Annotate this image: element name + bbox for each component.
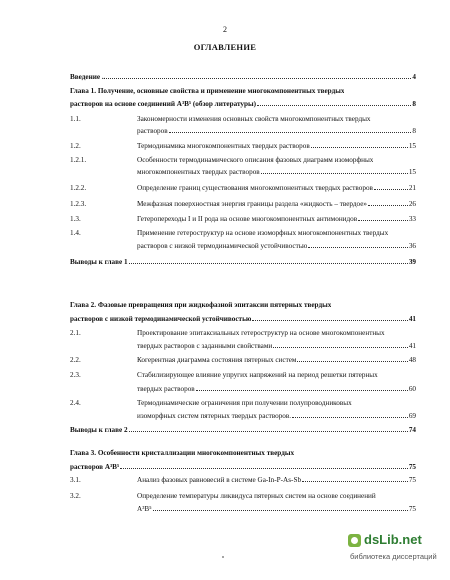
toc-entry (70, 228, 416, 238)
toc-entry (70, 141, 416, 151)
toc-dot-leader (302, 481, 408, 482)
toc-dot-leader (311, 147, 408, 148)
toc-dot-leader (273, 347, 408, 348)
toc-entry (137, 126, 416, 136)
toc-entry-text: растворов с низкой термодинамической устойчивостью (70, 315, 252, 323)
toc-entry (70, 462, 416, 472)
toc-entry-number: 2.3. (70, 371, 81, 379)
toc-dot-leader (308, 247, 407, 248)
toc-entry-text: растворов (137, 127, 168, 135)
toc-entry-text: Глава 2. Фазовые превращения при жидкофазной эпитаксии пятерных твердых (70, 301, 332, 309)
toc-dot-leader (129, 263, 408, 264)
toc-dot-leader (252, 320, 407, 321)
toc-entry-text: Термодинамические ограничения при получении полупроводниковых (137, 399, 352, 407)
toc-entry (70, 370, 416, 380)
toc-entry (70, 300, 416, 310)
toc-entry-text: растворов с низкой термодинамической устойчивостью (137, 242, 308, 250)
toc-entry-number: 1.1. (70, 115, 81, 123)
toc-entry-page: 39 (408, 258, 416, 266)
watermark-site: dsLib.net (364, 532, 422, 547)
toc-entry (70, 155, 416, 165)
toc-entry-page: 75 (408, 505, 416, 513)
toc-entry (70, 99, 416, 109)
toc-entry-number: 1.2.1. (70, 156, 87, 164)
toc-entry-page: 41 (408, 315, 416, 323)
toc-entry-text: Межфазная поверхностная энергия границы раздела «жидкость – твердое» (137, 200, 368, 208)
toc-entry (137, 167, 416, 177)
toc-entry-number: 1.4. (70, 229, 81, 237)
toc-dot-leader (106, 78, 411, 79)
toc-entry-page: 4 (412, 73, 416, 81)
toc-dot-leader (368, 205, 408, 206)
toc-dot-leader (261, 173, 408, 174)
toc-entry-text: Анализ фазовых равновесий в системе Ga-In-P-As-Sb (137, 476, 302, 484)
toc-entry-text: растворов на основе соединений A³B⁵ (обзор литературы) (70, 100, 257, 108)
toc-entry-number: 2.2. (70, 356, 81, 364)
toc-entry (70, 72, 416, 82)
toc-entry-number: 1.2.2. (70, 184, 87, 192)
page-title: ОГЛАВЛЕНИЕ (193, 42, 257, 52)
toc-entry-number: 1.2.3. (70, 200, 87, 208)
toc-entry (70, 328, 416, 338)
toc-dot-leader (297, 361, 407, 362)
toc-entry (70, 114, 416, 124)
toc-dot-leader (358, 220, 408, 221)
toc-entry (70, 475, 416, 485)
toc-dot-leader (129, 431, 408, 432)
dslib-logo-icon (348, 534, 361, 547)
toc-entry-text: Определение температуры ликвидуса пятерных систем на основе соединений (137, 492, 376, 500)
toc-entry-text: Глава 1. Получение, основные свойства и применение многокомпонентных твердых (70, 87, 345, 95)
toc-entry-page: 75 (408, 476, 416, 484)
toc-entry (70, 491, 416, 501)
toc-entry (137, 384, 416, 394)
toc-dot-leader (196, 390, 408, 391)
toc-dot-leader (257, 105, 411, 106)
toc-entry-text: Гетеропереходы I и II рода на основе многокомпонентных антимонидов (137, 215, 358, 223)
toc-entry (137, 241, 416, 251)
toc-dot-leader (169, 132, 412, 133)
footer-mark (222, 556, 224, 558)
toc-entry (137, 341, 416, 351)
toc-entry (70, 199, 416, 209)
toc-entry (70, 355, 416, 365)
toc-dot-leader (292, 417, 408, 418)
toc-entry (70, 398, 416, 408)
toc-entry-text: растворов A³B⁵ (70, 463, 120, 471)
toc-entry-page: 41 (408, 342, 416, 350)
toc-entry-page: 15 (408, 142, 416, 150)
toc-entry-page: 75 (408, 463, 416, 471)
toc-entry-text: Особенности термодинамического описания фазовых диаграмм изоморфных (137, 156, 374, 164)
toc-entry-text: Закономерности изменения основных свойств многокомпонентных твердых (137, 115, 371, 123)
toc-entry-page: 33 (408, 215, 416, 223)
toc-entry-text: изоморфных систем пятерных твердых растворов. (137, 412, 292, 420)
toc-entry-page: 36 (408, 242, 416, 250)
toc-entry (70, 314, 416, 324)
toc-entry-text: Проектирование эпитаксиальных гетероструктур на основе многокомпонентных (137, 329, 385, 337)
toc-dot-leader (374, 189, 408, 190)
toc-entry-page: 8 (412, 127, 416, 135)
toc-entry (70, 257, 416, 267)
toc-entry-text: A³B⁵ (137, 505, 152, 513)
toc-dot-leader (120, 468, 408, 469)
toc-entry-number: 2.1. (70, 329, 81, 337)
page-number: 2 (223, 25, 227, 34)
toc-entry-text: Введение .. (70, 73, 106, 81)
toc-dot-leader (153, 510, 408, 511)
toc-entry (70, 86, 416, 96)
toc-entry-text: Стабилизирующее влияние упругих напряжений на период решетки пятерных (137, 371, 378, 379)
toc-entry-text: твердых растворов с заданными свойствами (137, 342, 273, 350)
toc-entry-text: многокомпонентных твердых растворов (137, 168, 260, 176)
toc-entry-page: 21 (408, 184, 416, 192)
toc-entry-page: 60 (408, 385, 416, 393)
toc-entry-text: Термодинамика многокомпонентных твердых растворов (137, 142, 310, 150)
toc-entry-number: 2.4. (70, 399, 81, 407)
toc-entry-page: 15 (408, 168, 416, 176)
watermark-caption: библиотека диссертаций (350, 552, 437, 561)
toc-entry-page: 74 (408, 426, 416, 434)
toc-entry (137, 504, 416, 514)
toc-entry-text: Глава 3. Особенности кристаллизации многокомпонентных твердых (70, 449, 295, 457)
toc-entry-page: 8 (412, 100, 416, 108)
toc-entry-number: 1.3. (70, 215, 81, 223)
toc-entry-number: 1.2. (70, 142, 81, 150)
toc-entry (70, 448, 416, 458)
toc-entry (70, 425, 416, 435)
toc-entry-page: 48 (408, 356, 416, 364)
dslib-watermark (348, 534, 448, 574)
toc-entry-text: Когерентная диаграмма состояния пятерных систем (137, 356, 297, 364)
toc-entry-text: Определение границ существования многокомпонентных твердых растворов (137, 184, 373, 192)
toc-entry-text: Применение гетероструктур на основе изоморфных многокомпонентных твердых (137, 229, 389, 237)
toc-entry-page: 26 (408, 200, 416, 208)
toc-entry-number: 3.1. (70, 476, 81, 484)
toc-entry (70, 214, 416, 224)
toc-entry (137, 411, 416, 421)
toc-entry-text: твердых растворов (137, 385, 195, 393)
toc-entry-text: Выводы к главе 2 (70, 426, 128, 434)
toc-entry (70, 183, 416, 193)
toc-entry-number: 3.2. (70, 492, 81, 500)
toc-entry-page: 69 (408, 412, 416, 420)
toc-entry-text: Выводы к главе 1 (70, 258, 128, 266)
